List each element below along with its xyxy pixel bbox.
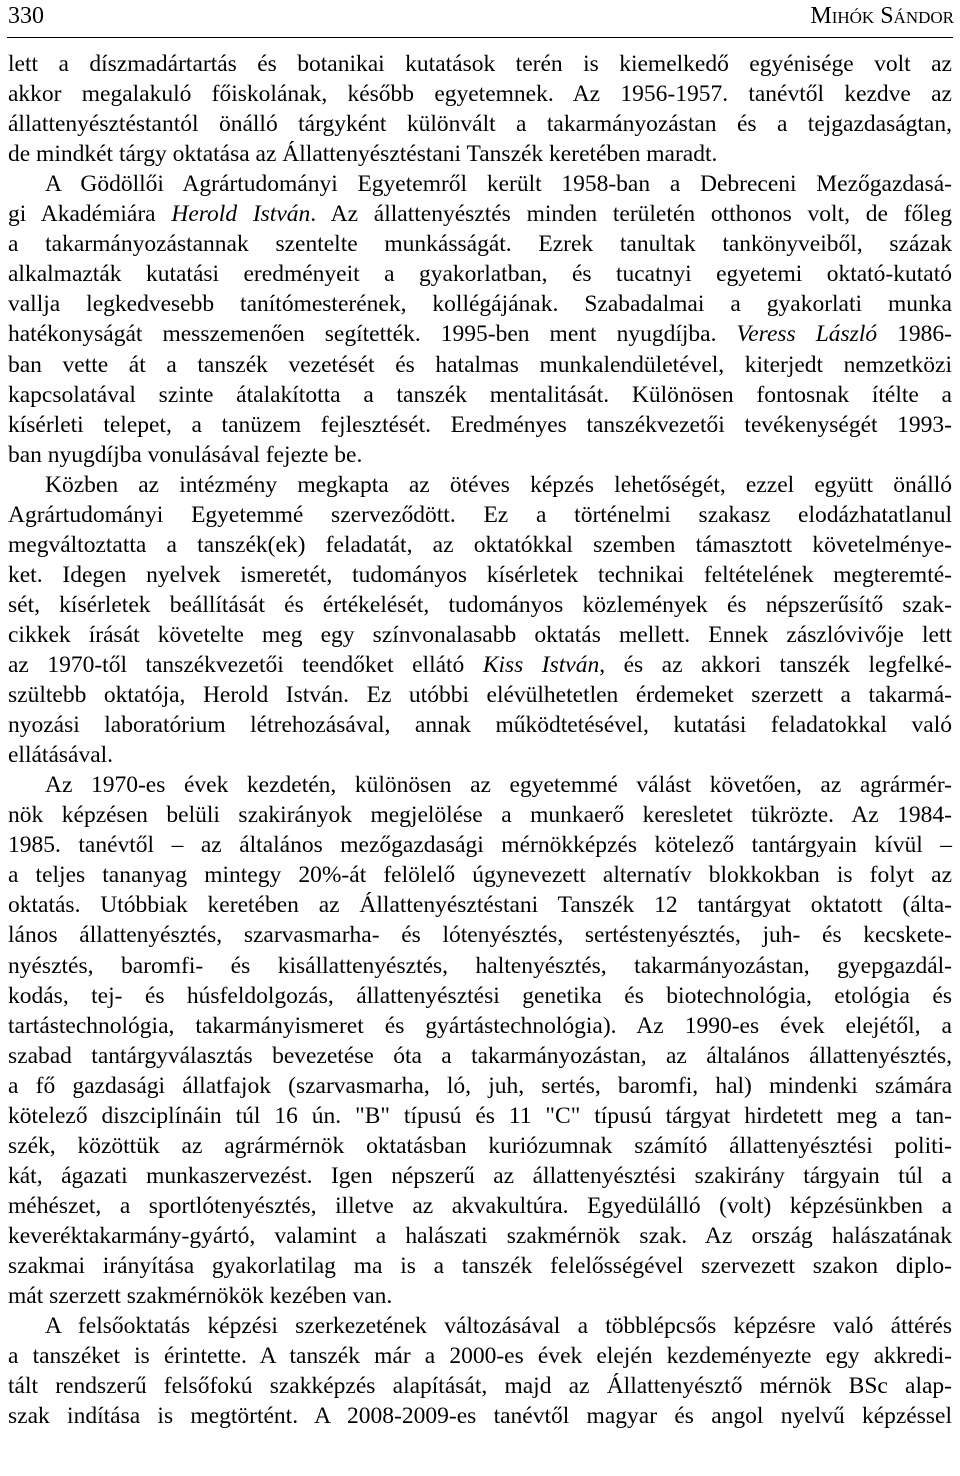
text-segment: akkor megalakuló főiskolának, később egyetemnek. Az 1956-1957. tanévtől kezdve az <box>8 81 952 108</box>
text-line <box>8 1371 952 1401</box>
text-line <box>8 1341 952 1371</box>
text-segment: kísérleti telepet, a tanüzem fejlesztését. Eredményes tanszékvezetői tevékenységét 1993- <box>8 411 952 438</box>
text-line <box>8 1071 952 1101</box>
text-segment: alkalmazták kutatási eredményeit a gyakorlatban, és tucatnyi egyetemi oktató-kutató <box>8 261 952 288</box>
text-segment: , és az akkori tanszék legfelké- <box>599 652 952 678</box>
running-head: Mihók Sándor <box>810 3 954 29</box>
text-line <box>8 199 952 229</box>
text-line <box>8 620 952 650</box>
text-line <box>8 920 952 950</box>
text-segment: hatékonyságát messzemenően segítették. 1995-ben ment nyugdíjba. <box>8 321 737 348</box>
text-segment: kodás, tej- és húsfeldolgozás, állattenyésztési genetika és biotechnológia, etológia és <box>8 982 952 1009</box>
text-segment: az 1970-től tanszékvezetői teendőket ellátó <box>8 652 483 678</box>
text-segment: ket. Idegen nyelvek ismeretét, tudományos kísérletek technikai feltételének megteremté- <box>8 561 952 588</box>
text-segment: ban vette át a tanszék vezetését és hatalmas munkalendületével, kiterjedt nemzetközi <box>8 351 952 378</box>
text-segment: nök képzésen belüli szakirányok megjelölése a munkaerő keresletet tükrözte. Az 1984- <box>8 802 952 829</box>
text-segment: a tanszéket is érintette. A tanszék már a 2000-es évek elején kezdeményezte egy akkredi- <box>8 1343 952 1370</box>
text-line <box>8 680 952 710</box>
text-segment: oktatás. Utóbbiak keretében az Állattenyésztéstani Tanszék 12 tantárgyat oktatott (álta- <box>8 892 952 919</box>
text-line <box>8 860 952 890</box>
text-segment: lános állattenyésztés, szarvasmarha- és lótenyésztés, sertéstenyésztés, juh- és kecskete- <box>8 922 952 949</box>
text-segment: állattenyésztéstantól önálló tárgyként különvált a takarmányozástan és a tejgazdaságtan, <box>8 111 952 138</box>
text-segment: Közben az intézmény megkapta az ötéves képzés lehetőségét, ezzel együtt önálló <box>45 471 952 498</box>
text-line <box>8 1011 952 1041</box>
text-line <box>8 500 952 530</box>
text-line <box>8 1401 952 1431</box>
text-line <box>8 1191 952 1221</box>
text-line <box>45 770 952 800</box>
text-line <box>8 109 952 139</box>
text-line <box>8 830 952 860</box>
page-header <box>0 0 960 36</box>
text-segment: méhészet, a sportlótenyésztés, illetve az akvakultúra. Egyedülálló (volt) képzésünkben a <box>8 1192 952 1219</box>
text-segment: . Az állattenyésztés minden területén otthonos volt, de főleg <box>310 201 953 228</box>
text-line <box>8 1041 952 1071</box>
text-segment: lett a díszmadártartás és botanikai kutatások terén is kiemelkedő egyénisége volt az <box>8 51 952 77</box>
text-line <box>8 650 952 680</box>
text-line <box>45 1311 952 1341</box>
text-segment: 1985. tanévtől – az általános mezőgazdasági mérnökképzés kötelező tantárgyain kívül – <box>8 832 952 859</box>
text-line <box>45 470 952 500</box>
text-segment: kát, ágazati munkaszervezést. Igen népszerű az állattenyésztési szakirány tárgyain túl a <box>8 1162 952 1189</box>
text-line <box>8 1161 952 1191</box>
text-line <box>8 229 952 259</box>
text-segment: tált rendszerű felsőfokú szakképzés alapítását, majd az Állattenyésztő mérnök BSc alap- <box>8 1373 952 1400</box>
text-line <box>8 981 952 1011</box>
text-line <box>8 1281 952 1311</box>
text-line <box>8 890 952 920</box>
text-line <box>8 259 952 289</box>
text-segment: ellátásával. <box>8 742 114 769</box>
text-line <box>8 560 952 590</box>
text-segment: tartástechnológia, takarmányismeret és gyártástechnológia). Az 1990-es évek elejétől, a <box>8 1012 952 1039</box>
text-line <box>8 740 952 770</box>
text-line <box>8 380 952 410</box>
text-line <box>8 49 952 79</box>
text-line <box>8 319 952 349</box>
text-line <box>8 1251 952 1281</box>
text-segment: a fő gazdasági állatfajok (szarvasmarha, ló, juh, sertés, baromfi, hal) mindenki számára <box>8 1072 952 1099</box>
text-segment: szakmai irányítása gyakorlatilag ma is a tanszék felelősségével szervezett szakon diplo- <box>8 1253 952 1279</box>
text-line <box>8 590 952 620</box>
text-segment: vallja legkedvesebb tanítómesterének, kollégájának. Szabadalmai a gyakorlati munka <box>8 291 952 318</box>
text-segment: de mindkét tárgy oktatása az Állattenyésztéstani Tanszék keretében maradt. <box>8 141 718 168</box>
italic-name: Herold István <box>171 201 311 228</box>
text-line <box>8 410 952 440</box>
text-line <box>8 951 952 981</box>
header-rule <box>7 37 953 38</box>
text-line <box>8 800 952 830</box>
text-segment: kapcsolatával szinte átalakította a tanszék mentalitását. Különösen fontosnak ítélte a <box>8 381 952 408</box>
text-line <box>8 139 952 169</box>
italic-name: Kiss István <box>482 652 600 678</box>
text-segment: A Gödöllői Agrártudományi Egyetemről került 1958-ban a Debreceni Mezőgazdasá- <box>45 171 952 198</box>
italic-name: Veress László <box>736 321 878 348</box>
text-line <box>8 1131 952 1161</box>
text-line <box>8 710 952 740</box>
text-segment: 1986- <box>877 321 952 348</box>
text-segment: keveréktakarmány-gyártó, valamint a halászati szakmérnök szak. Az ország halászatának <box>8 1222 952 1249</box>
text-segment: ban nyugdíjba vonulásával fejezte be. <box>8 441 363 468</box>
text-segment: Az 1970-es évek kezdetén, különösen az egyetemmé válást követően, az agrármér- <box>45 772 952 799</box>
text-line <box>8 1221 952 1251</box>
text-segment: A felsőoktatás képzési szerkezetének változásával a többlépcsős képzésre való áttérés <box>45 1313 952 1340</box>
text-segment: a teljes tananyag mintegy 20%-át felölelő úgynevezett alternatív blokkokban is folyt az <box>8 862 952 889</box>
text-segment: szabad tantárgyválasztás bevezetése óta a takarmányozástan, az általános állattenyésztés, <box>8 1042 952 1069</box>
text-segment: gi Akadémiára <box>8 201 172 228</box>
text-segment: megváltoztatta a tanszék(ek) feladatát, az oktatókkal szemben támasztott követelménye- <box>8 531 952 558</box>
text-segment: kötelező diszciplínáin túl 16 ún. "B" típusú és 11 "C" típusú tárgyat hirdetett meg a tan- <box>8 1102 952 1129</box>
text-line <box>8 530 952 560</box>
text-segment: mát szerzett szakmérnökök kezében van. <box>8 1283 393 1310</box>
text-line <box>8 440 952 470</box>
text-segment: szak indítása is megtörtént. A 2008-2009-es tanévtől magyar és angol nyelvű képzéssel <box>8 1403 952 1430</box>
text-segment: nyésztés, baromfi- és kisállattenyésztés, haltenyésztés, takarmányozástan, gyepgazdál- <box>8 952 952 979</box>
text-line <box>8 350 952 380</box>
text-segment: Agrártudományi Egyetemmé szerveződött. Ez a történelmi szakasz elodázhatatlanul <box>8 501 952 528</box>
text-segment: szültebb oktatója, Herold István. Ez utóbbi elévülhetetlen érdemeket szerzett a takarmá- <box>8 682 952 709</box>
text-line <box>8 1101 952 1131</box>
text-line <box>8 79 952 109</box>
text-segment: nyozási laboratórium létrehozásával, annak működtetésével, kutatási feladatokkal való <box>8 712 952 739</box>
text-line <box>8 289 952 319</box>
text-line <box>45 169 952 199</box>
text-segment: cikkek írását követelte meg egy színvonalasabb oktatás mellett. Ennek zászlóvivője lett <box>8 621 952 648</box>
page-number: 330 <box>8 3 44 29</box>
text-segment: szék, közöttük az agrármérnök oktatásban kuriózumnak számító állattenyésztési politi- <box>8 1132 952 1159</box>
text-segment: a takarmányozástannak szentelte munkásságát. Ezrek tanultak tankönyveiből, százak <box>8 231 952 258</box>
text-segment: sét, kísérletek beállítását és értékelését, tudományos közlemények és népszerűsítő szak- <box>8 591 952 618</box>
